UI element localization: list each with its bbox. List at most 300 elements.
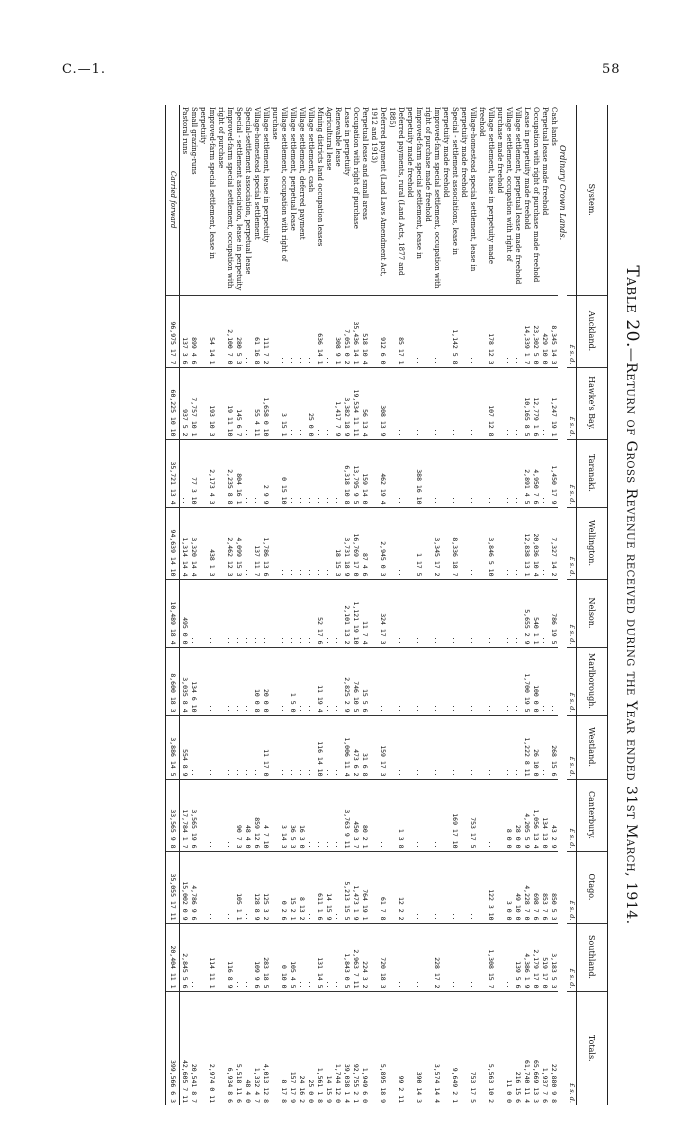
money-cell: .. <box>297 923 306 991</box>
money-cell: 52 17 6 <box>315 579 324 647</box>
money-cell: .. <box>252 439 261 507</box>
money-cell: 224 3 2 <box>360 923 369 991</box>
table-row <box>243 105 252 1105</box>
money-cell: 19 11 10 <box>216 367 234 439</box>
system-name: Village settlement, occupation with right of purchase <box>271 107 288 262</box>
money-cell: 1,121 19 10 <box>351 579 360 647</box>
money-cell: .. <box>387 507 405 579</box>
money-cell: .. <box>423 295 441 367</box>
money-cell: 4,950 7 6 <box>531 439 540 507</box>
money-cell: 116 14 10 <box>315 715 324 779</box>
money-cell: .. <box>333 647 342 715</box>
money-cell: .. <box>423 579 441 647</box>
money-cell: 1,056 13 4 <box>531 779 540 851</box>
total-cell: 96,975 17 7 <box>166 295 180 367</box>
money-cell: 1,222 8 11 <box>522 715 531 779</box>
money-cell: .. <box>324 923 333 991</box>
money-cell: .. <box>495 295 513 367</box>
money-cell: .. <box>297 647 306 715</box>
money-cell: .. <box>405 295 423 367</box>
money-cell: 753 17 5 <box>459 779 477 851</box>
system-name: Improved-farm special settlement, occupation with right of purchase made freehold <box>424 107 441 289</box>
money-cell: .. <box>315 439 324 507</box>
total-cell: 20,404 11 1 <box>166 923 180 991</box>
money-cell: 105 4 5 <box>288 923 297 991</box>
money-cell: .. <box>540 507 549 579</box>
money-cell: 80 2 1 <box>360 779 369 851</box>
money-cell: .. <box>477 579 495 647</box>
money-cell: 16,769 17 0 <box>351 507 360 579</box>
money-cell: .. <box>423 715 441 779</box>
money-cell: 324 17 3 <box>369 579 387 647</box>
money-cell: 4,228 7 0 <box>522 851 531 923</box>
total-cell: 3,886 14 5 <box>166 715 180 779</box>
money-cell: 48 4 0 <box>243 991 252 1105</box>
table-row <box>531 105 540 1105</box>
unit-symbols: £ s. d. <box>567 991 577 1105</box>
table-row <box>324 105 333 1105</box>
money-cell: 61,740 11 4 <box>522 991 531 1105</box>
money-cell: .. <box>495 647 513 715</box>
money-cell: 1,700 19 5 <box>522 647 531 715</box>
money-cell: 554 8 9 <box>180 715 190 779</box>
money-cell: .. <box>306 715 315 779</box>
money-cell: 125 3 2 <box>261 851 270 923</box>
money-cell: 1,744 12 0 <box>333 991 342 1105</box>
money-cell: .. <box>288 439 297 507</box>
column-header: Wellington. <box>577 507 608 579</box>
money-cell: .. <box>459 923 477 991</box>
money-cell: .. <box>405 923 423 991</box>
money-cell: 8 0 0 <box>495 779 513 851</box>
revenue-table <box>165 105 608 1105</box>
money-cell: 15 5 6 <box>360 647 369 715</box>
money-cell: .. <box>288 507 297 579</box>
table-row <box>180 105 190 1105</box>
money-cell: 2,974 0 11 <box>198 991 216 1105</box>
money-cell: .. <box>270 507 288 579</box>
money-cell: .. <box>324 715 333 779</box>
table-caption <box>622 85 642 1105</box>
money-cell: .. <box>288 715 297 779</box>
money-cell: .. <box>324 439 333 507</box>
money-cell: 1 17 5 <box>405 507 423 579</box>
total-cell: 94,639 14 10 <box>166 507 180 579</box>
money-cell: 2,945 0 3 <box>369 507 387 579</box>
total-cell: 35,055 17 11 <box>166 851 180 923</box>
money-cell: .. <box>495 579 513 647</box>
money-cell: 8,345 14 3 <box>549 295 558 367</box>
carried-forward-label: Carried forward <box>166 105 180 295</box>
money-cell: 122 3 10 <box>477 851 495 923</box>
money-cell: 11 0 0 <box>495 991 513 1105</box>
money-cell: 228 17 2 <box>423 923 441 991</box>
table-row <box>189 105 198 1105</box>
money-cell: 8,336 18 7 <box>441 507 459 579</box>
money-cell: 5,563 10 2 <box>477 991 495 1105</box>
money-cell: .. <box>333 923 342 991</box>
money-cell: 61 16 8 <box>252 295 261 367</box>
table-row <box>423 105 441 1105</box>
money-cell: .. <box>333 439 342 507</box>
money-cell: .. <box>477 647 495 715</box>
money-cell: 145 6 7 <box>234 367 243 439</box>
money-cell: .. <box>270 579 288 647</box>
money-cell: 12 2 2 <box>387 851 405 923</box>
money-cell: 2,963 7 11 <box>351 923 360 991</box>
column-header: Southland. <box>577 923 608 991</box>
money-cell: 18 15 3 <box>333 507 342 579</box>
money-cell: .. <box>495 367 513 439</box>
money-cell: .. <box>216 779 234 851</box>
money-cell: .. <box>270 715 288 779</box>
money-cell: .. <box>513 715 522 779</box>
system-name: Improved-farm special settlement, occupation with right of purchase <box>217 107 234 289</box>
money-cell: 134 13 0 <box>540 779 549 851</box>
money-cell: 26 10 0 <box>531 715 540 779</box>
money-cell: 11 17 0 <box>261 715 270 779</box>
money-cell: 450 3 7 <box>351 779 360 851</box>
money-cell: .. <box>297 507 306 579</box>
money-cell: .. <box>270 295 288 367</box>
money-cell: 0 2 6 <box>270 851 288 923</box>
money-cell: .. <box>288 295 297 367</box>
column-header: Taranaki. <box>577 439 608 507</box>
money-cell: 134 6 10 <box>189 647 198 715</box>
money-cell: 850 5 3 <box>549 851 558 923</box>
money-cell: .. <box>459 579 477 647</box>
money-cell: .. <box>324 579 333 647</box>
column-header: Marlborough. <box>577 647 608 715</box>
unit-symbols: £ s. d. <box>567 439 577 507</box>
money-cell: .. <box>306 779 315 851</box>
money-cell: .. <box>405 851 423 923</box>
money-cell: .. <box>333 579 342 647</box>
money-cell: .. <box>405 715 423 779</box>
column-header: Otago. <box>577 851 608 923</box>
table-row <box>477 105 495 1105</box>
table-row <box>540 105 549 1105</box>
money-cell: 1,473 1 9 <box>351 851 360 923</box>
money-cell: 388 16 10 <box>405 439 423 507</box>
money-cell: 1,308 15 7 <box>477 923 495 991</box>
money-cell: .. <box>459 295 477 367</box>
money-cell: 1,450 17 9 <box>549 439 558 507</box>
money-cell: .. <box>324 647 333 715</box>
money-cell: .. <box>441 923 459 991</box>
column-header: System. <box>577 105 608 295</box>
money-cell: .. <box>513 579 522 647</box>
money-cell: .. <box>549 647 558 715</box>
money-cell: 24 16 2 <box>297 991 306 1105</box>
money-cell: 61 7 8 <box>369 851 387 923</box>
table-row <box>297 105 306 1105</box>
money-cell: 11 19 4 <box>315 647 324 715</box>
money-cell: .. <box>333 715 342 779</box>
money-cell: 105 1 1 <box>234 851 243 923</box>
money-cell: 116 8 9 <box>216 923 234 991</box>
system-name: Perpetual lease and small areas <box>361 107 369 220</box>
money-cell: 611 1 6 <box>315 851 324 923</box>
table-row <box>441 105 459 1105</box>
unit-symbols: £ s. d. <box>567 579 577 647</box>
money-cell: 35,436 14 1 <box>351 295 360 367</box>
money-cell: 114 11 1 <box>198 923 216 991</box>
money-cell: 56 13 4 <box>360 367 369 439</box>
money-cell: .. <box>243 367 252 439</box>
money-cell: .. <box>513 647 522 715</box>
system-name: Small grazing-runs <box>190 107 198 175</box>
money-cell: .. <box>405 779 423 851</box>
money-cell: 308 13 9 <box>369 367 387 439</box>
money-cell: 7,051 0 2 <box>342 295 351 367</box>
money-cell: .. <box>198 779 216 851</box>
money-cell: 178 12 3 <box>477 295 495 367</box>
unit-symbols: £ s. d. <box>567 295 577 367</box>
money-cell: 169 17 10 <box>441 779 459 851</box>
table-body <box>166 105 577 1105</box>
money-cell: .. <box>459 715 477 779</box>
money-cell: .. <box>243 923 252 991</box>
table-row <box>288 105 297 1105</box>
money-cell: 42,605 7 11 <box>180 991 190 1105</box>
money-cell: .. <box>324 779 333 851</box>
money-cell: 764 19 1 <box>360 851 369 923</box>
table-row <box>315 105 324 1105</box>
unit-symbols: £ s. d. <box>567 715 577 779</box>
caption-table-number: Table 20. <box>622 265 642 348</box>
money-cell: 1,142 5 8 <box>441 295 459 367</box>
money-cell: 1,332 4 7 <box>252 991 261 1105</box>
money-cell: .. <box>216 851 234 923</box>
money-cell: 698 7 6 <box>531 851 540 923</box>
system-name: Agricultural lease <box>325 107 333 171</box>
money-cell: .. <box>405 579 423 647</box>
money-cell: 786 19 5 <box>549 579 558 647</box>
money-cell: 804 16 1 <box>234 439 243 507</box>
money-cell: 13,795 9 5 <box>351 439 360 507</box>
money-cell: 540 1 1 <box>531 579 540 647</box>
money-cell: 519 17 0 <box>540 923 549 991</box>
money-cell: 36 5 3 <box>288 779 297 851</box>
money-cell: 912 6 0 <box>369 295 387 367</box>
money-cell: 137 11 7 <box>252 507 261 579</box>
system-name: Village settlement, deferred payment <box>298 107 306 240</box>
system-name: Special - settlement associations, lease in perpetuity made freehold <box>442 107 459 255</box>
system-name: Lease in perpetuity <box>343 107 351 176</box>
money-cell: 0 15 10 <box>270 439 288 507</box>
money-cell: .. <box>459 439 477 507</box>
money-cell: .. <box>297 715 306 779</box>
total-cell: 399,566 6 3 <box>166 991 180 1105</box>
money-cell: 899 4 6 <box>189 295 198 367</box>
money-cell: .. <box>234 579 243 647</box>
money-cell: 39,038 1 4 <box>342 991 351 1105</box>
money-cell: 1,949 6 0 <box>360 991 369 1105</box>
money-cell: 268 15 6 <box>549 715 558 779</box>
money-cell: .. <box>243 647 252 715</box>
money-cell: .. <box>216 715 234 779</box>
system-name: Village-homestead special settlement, lease in perpetuity made freehold <box>460 107 477 272</box>
money-cell: 19,534 11 11 <box>351 367 360 439</box>
money-cell: .. <box>243 851 252 923</box>
money-cell: 1,658 0 10 <box>261 367 270 439</box>
money-cell: 107 12 8 <box>477 367 495 439</box>
units-row <box>567 105 577 1105</box>
money-cell: 87 4 6 <box>360 507 369 579</box>
table-row <box>261 105 270 1105</box>
money-cell: .. <box>333 851 342 923</box>
money-cell: 20,541 8 7 <box>189 991 198 1105</box>
money-cell: 1,247 19 1 <box>549 367 558 439</box>
money-cell: 14,339 1 7 <box>522 295 531 367</box>
money-cell: 8 17 8 <box>270 991 288 1105</box>
money-cell: 308 9 1 <box>333 295 342 367</box>
money-cell: 157 17 9 <box>288 991 297 1105</box>
money-cell: 9,649 2 1 <box>441 991 459 1105</box>
money-cell: 15 2 1 <box>288 851 297 923</box>
money-cell: 7,757 10 1 <box>189 367 198 439</box>
money-cell: 4,205 5 9 <box>522 779 531 851</box>
money-cell: .. <box>216 647 234 715</box>
money-cell: 3,320 14 4 <box>189 507 198 579</box>
money-cell: 3 0 0 <box>495 851 513 923</box>
money-cell: .. <box>441 367 459 439</box>
money-cell: .. <box>306 295 315 367</box>
money-cell: 49 10 0 <box>513 851 522 923</box>
money-cell: 3,574 14 4 <box>423 991 441 1105</box>
money-cell: 14 15 9 <box>324 991 333 1105</box>
money-cell: 12,779 1 6 <box>531 367 540 439</box>
money-cell: 4,386 1 9 <box>522 923 531 991</box>
money-cell: .. <box>198 851 216 923</box>
money-cell: 77 3 10 <box>189 439 198 507</box>
table-row <box>198 105 216 1105</box>
money-cell: 2,845 5 6 <box>180 923 190 991</box>
system-name: Special - settlement association, lease in perpetuity <box>235 107 243 291</box>
money-cell: 2 9 9 <box>261 439 270 507</box>
money-cell: 1,786 13 6 <box>261 507 270 579</box>
money-cell: 139 5 6 <box>513 923 522 991</box>
table-row <box>522 105 531 1105</box>
table-row <box>495 105 513 1105</box>
table-row <box>252 105 261 1105</box>
money-cell: 3 14 3 <box>270 779 288 851</box>
money-cell: 636 14 1 <box>315 295 324 367</box>
money-cell: 10 0 8 <box>252 647 261 715</box>
money-cell: .. <box>324 367 333 439</box>
money-cell: 3,345 17 2 <box>423 507 441 579</box>
table-row <box>351 105 360 1105</box>
money-cell: 193 10 3 <box>198 367 216 439</box>
money-cell: 1,937 7 6 <box>540 991 549 1105</box>
money-cell: 12,838 13 1 <box>522 507 531 579</box>
money-cell: 25 0 0 <box>306 367 315 439</box>
money-cell: 216 15 6 <box>513 991 522 1105</box>
money-cell: .. <box>540 439 549 507</box>
money-cell: 6,934 8 6 <box>216 991 234 1105</box>
money-cell: .. <box>540 367 549 439</box>
money-cell: 17,784 1 7 <box>180 779 190 851</box>
total-cell: 33,565 9 8 <box>166 779 180 851</box>
money-cell: .. <box>387 647 405 715</box>
money-cell: 5,518 11 6 <box>234 991 243 1105</box>
money-cell: 43 2 9 <box>549 779 558 851</box>
money-cell: 11 7 4 <box>360 579 369 647</box>
money-cell: .. <box>189 923 198 991</box>
money-cell: .. <box>297 367 306 439</box>
money-cell: .. <box>441 647 459 715</box>
money-cell: 746 10 5 <box>351 647 360 715</box>
money-cell: .. <box>234 923 243 991</box>
money-cell: .. <box>261 579 270 647</box>
money-cell: .. <box>513 295 522 367</box>
system-name: Occupation with right of purchase made freehold <box>532 107 540 283</box>
money-cell: .. <box>495 507 513 579</box>
money-cell: 495 0 0 <box>180 579 190 647</box>
system-name: Village settlement, perpetual lease made freehold <box>514 107 522 285</box>
money-cell: .. <box>513 367 522 439</box>
money-cell: .. <box>216 579 234 647</box>
money-cell: .. <box>459 367 477 439</box>
money-cell: .. <box>459 507 477 579</box>
money-cell: 54 14 1 <box>198 295 216 367</box>
money-cell: 131 14 5 <box>315 923 324 991</box>
money-cell: .. <box>477 715 495 779</box>
system-name: Occupation with right of purchase <box>352 107 360 229</box>
money-cell: 0 10 0 <box>270 923 288 991</box>
money-cell: .. <box>441 439 459 507</box>
column-header: Nelson. <box>577 579 608 647</box>
money-cell: 280 5 3 <box>234 295 243 367</box>
table-row <box>270 105 288 1105</box>
money-cell: 1,006 11 4 <box>342 715 351 779</box>
money-cell: 429 10 0 <box>540 295 549 367</box>
money-cell: 1 5 0 <box>288 647 297 715</box>
money-cell: .. <box>540 579 549 647</box>
total-cell: 60,225 10 10 <box>166 367 180 439</box>
money-cell: .. <box>198 579 216 647</box>
money-cell: .. <box>423 647 441 715</box>
money-cell: 90 7 3 <box>234 779 243 851</box>
total-cell: 10,489 18 4 <box>166 579 180 647</box>
money-cell: .. <box>189 715 198 779</box>
system-name: Deferred payments, rural (Land Acts, 1877 and 1885) <box>388 107 405 276</box>
money-cell: 4,013 12 8 <box>261 991 270 1105</box>
money-cell: 20 0 0 <box>261 647 270 715</box>
money-cell: .. <box>297 295 306 367</box>
money-cell: 1,417 7 9 <box>333 367 342 439</box>
money-cell: .. <box>297 579 306 647</box>
money-cell: .. <box>477 779 495 851</box>
money-cell: 2,101 13 2 <box>342 579 351 647</box>
money-cell: .. <box>324 507 333 579</box>
money-cell: 2,462 12 3 <box>216 507 234 579</box>
money-cell: .. <box>306 647 315 715</box>
system-name: Special-settlement association, perpetual lease <box>244 107 252 275</box>
money-cell: .. <box>333 779 342 851</box>
units-spacer <box>567 105 577 295</box>
system-name: Village-homestead special settlement <box>253 107 261 240</box>
money-cell: 518 10 4 <box>360 295 369 367</box>
money-cell: .. <box>495 715 513 779</box>
money-cell: 473 6 2 <box>351 715 360 779</box>
money-cell: 1,314 14 4 <box>180 507 190 579</box>
table-row <box>387 105 405 1105</box>
money-cell: 1,843 0 5 <box>342 923 351 991</box>
total-cell: 35,721 13 4 <box>166 439 180 507</box>
unit-symbols: £ s. d. <box>567 851 577 923</box>
